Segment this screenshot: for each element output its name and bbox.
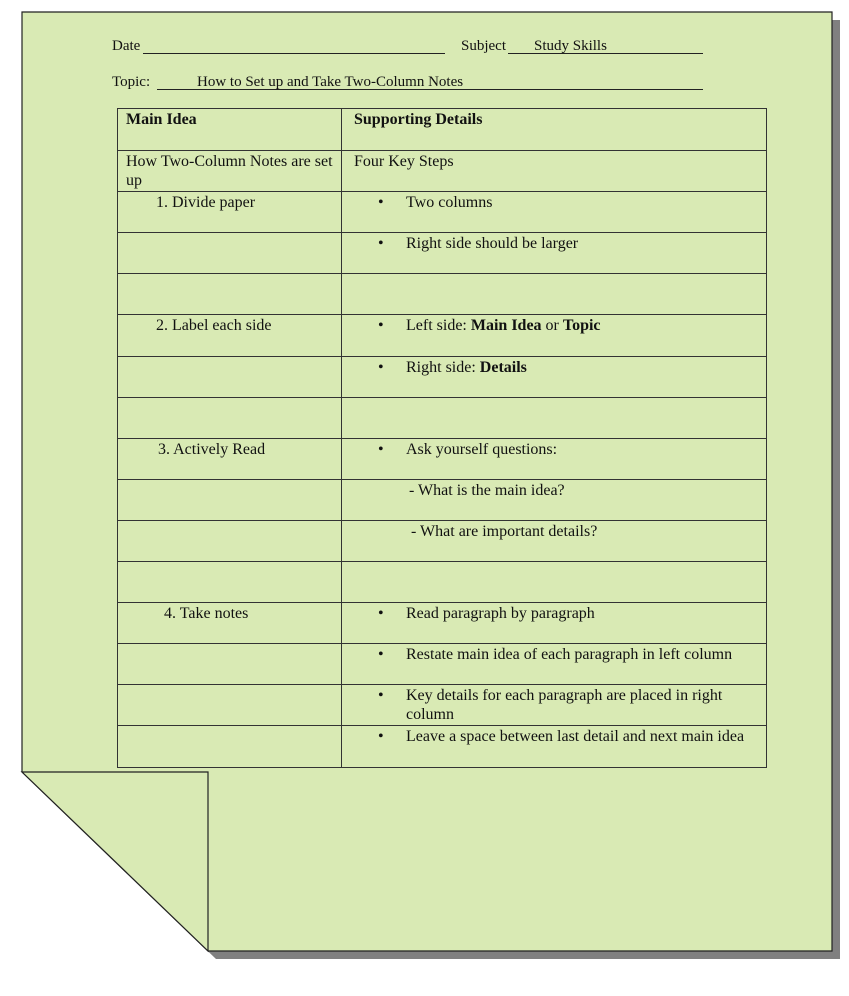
bullet-icon: • — [378, 358, 384, 376]
topic-label: Topic: — [112, 74, 151, 90]
bullet-icon: • — [378, 440, 384, 458]
subject-label: Subject — [461, 38, 506, 54]
two-column-notes-table — [117, 108, 767, 768]
detail-text: - What is the main idea? — [409, 481, 565, 499]
bullet-icon: • — [378, 687, 384, 705]
details-cell — [342, 562, 766, 602]
detail-text: Two columns — [406, 194, 493, 212]
main-idea-cell: 2. Label each side — [118, 315, 342, 355]
detail-text: Right side should be larger — [406, 235, 579, 253]
details-cell — [342, 480, 766, 520]
detail-text: - What are important details? — [411, 522, 598, 540]
bold-text: Details — [479, 358, 527, 376]
detail-text: Four Key Steps — [354, 153, 454, 171]
table-row — [118, 273, 766, 314]
main-idea-cell — [118, 562, 342, 602]
header-supporting-details: Supporting Details — [354, 111, 483, 128]
table-row — [118, 684, 766, 725]
detail-text: Key details for each paragraph are placed in right column — [406, 687, 727, 724]
main-idea-cell — [118, 726, 342, 766]
details-cell — [342, 521, 766, 561]
table-header-row — [118, 109, 766, 150]
table-row — [118, 602, 766, 643]
bullet-icon: • — [378, 194, 384, 212]
topic-value: How to Set up and Take Two-Column Notes — [197, 74, 464, 90]
details-cell — [342, 644, 766, 684]
table-row — [118, 314, 766, 355]
table-row — [118, 479, 766, 520]
table-row — [118, 438, 766, 479]
main-idea-cell: How Two-Column Notes are set up — [118, 151, 342, 191]
detail-text: Restate main idea of each paragraph in left column — [406, 646, 733, 664]
bullet-icon: • — [378, 235, 384, 253]
main-idea-cell — [118, 233, 342, 273]
folded-corner — [22, 772, 208, 951]
details-cell — [342, 357, 766, 397]
bold-text: Main Idea — [470, 317, 542, 335]
details-cell — [342, 151, 766, 191]
details-cell — [342, 398, 766, 438]
table-row — [118, 725, 766, 766]
main-idea-cell — [118, 398, 342, 438]
detail-text: Leave a space between last detail and next main idea — [406, 728, 745, 746]
detail-text: Left side: — [406, 317, 471, 335]
details-cell — [342, 274, 766, 314]
detail-text: Ask yourself questions: — [406, 440, 558, 458]
main-idea-cell — [118, 357, 342, 397]
table-row — [118, 232, 766, 273]
main-idea-cell: 1. Divide paper — [118, 192, 342, 232]
table-row — [118, 356, 766, 397]
details-cell — [342, 192, 766, 232]
table-row — [118, 150, 766, 191]
subject-value: Study Skills — [534, 38, 607, 54]
main-idea-cell — [118, 480, 342, 520]
bullet-icon: • — [378, 605, 384, 623]
date-label: Date — [112, 38, 141, 54]
bullet-icon: • — [378, 317, 384, 335]
details-cell — [342, 233, 766, 273]
main-idea-cell — [118, 644, 342, 684]
bold-text: Topic — [562, 317, 601, 335]
main-idea-cell: 3. Actively Read — [118, 439, 342, 479]
details-cell — [342, 603, 766, 643]
table-row — [118, 191, 766, 232]
details-cell — [342, 315, 766, 355]
header-main-idea: Main Idea — [118, 109, 342, 150]
bullet-icon: • — [378, 646, 384, 664]
detail-text: Read paragraph by paragraph — [406, 605, 595, 623]
details-cell — [342, 685, 766, 725]
date-field[interactable] — [143, 53, 445, 54]
table-row — [118, 520, 766, 561]
detail-text: or — [541, 317, 563, 335]
details-cell — [342, 439, 766, 479]
main-idea-cell — [118, 685, 342, 725]
table-row — [118, 643, 766, 684]
main-idea-cell — [118, 521, 342, 561]
bullet-icon: • — [378, 728, 384, 746]
table-row — [118, 561, 766, 602]
main-idea-cell — [118, 274, 342, 314]
table-row — [118, 397, 766, 438]
details-cell — [342, 726, 766, 766]
main-idea-cell: 4. Take notes — [118, 603, 342, 643]
detail-text: Right side: — [406, 358, 480, 376]
